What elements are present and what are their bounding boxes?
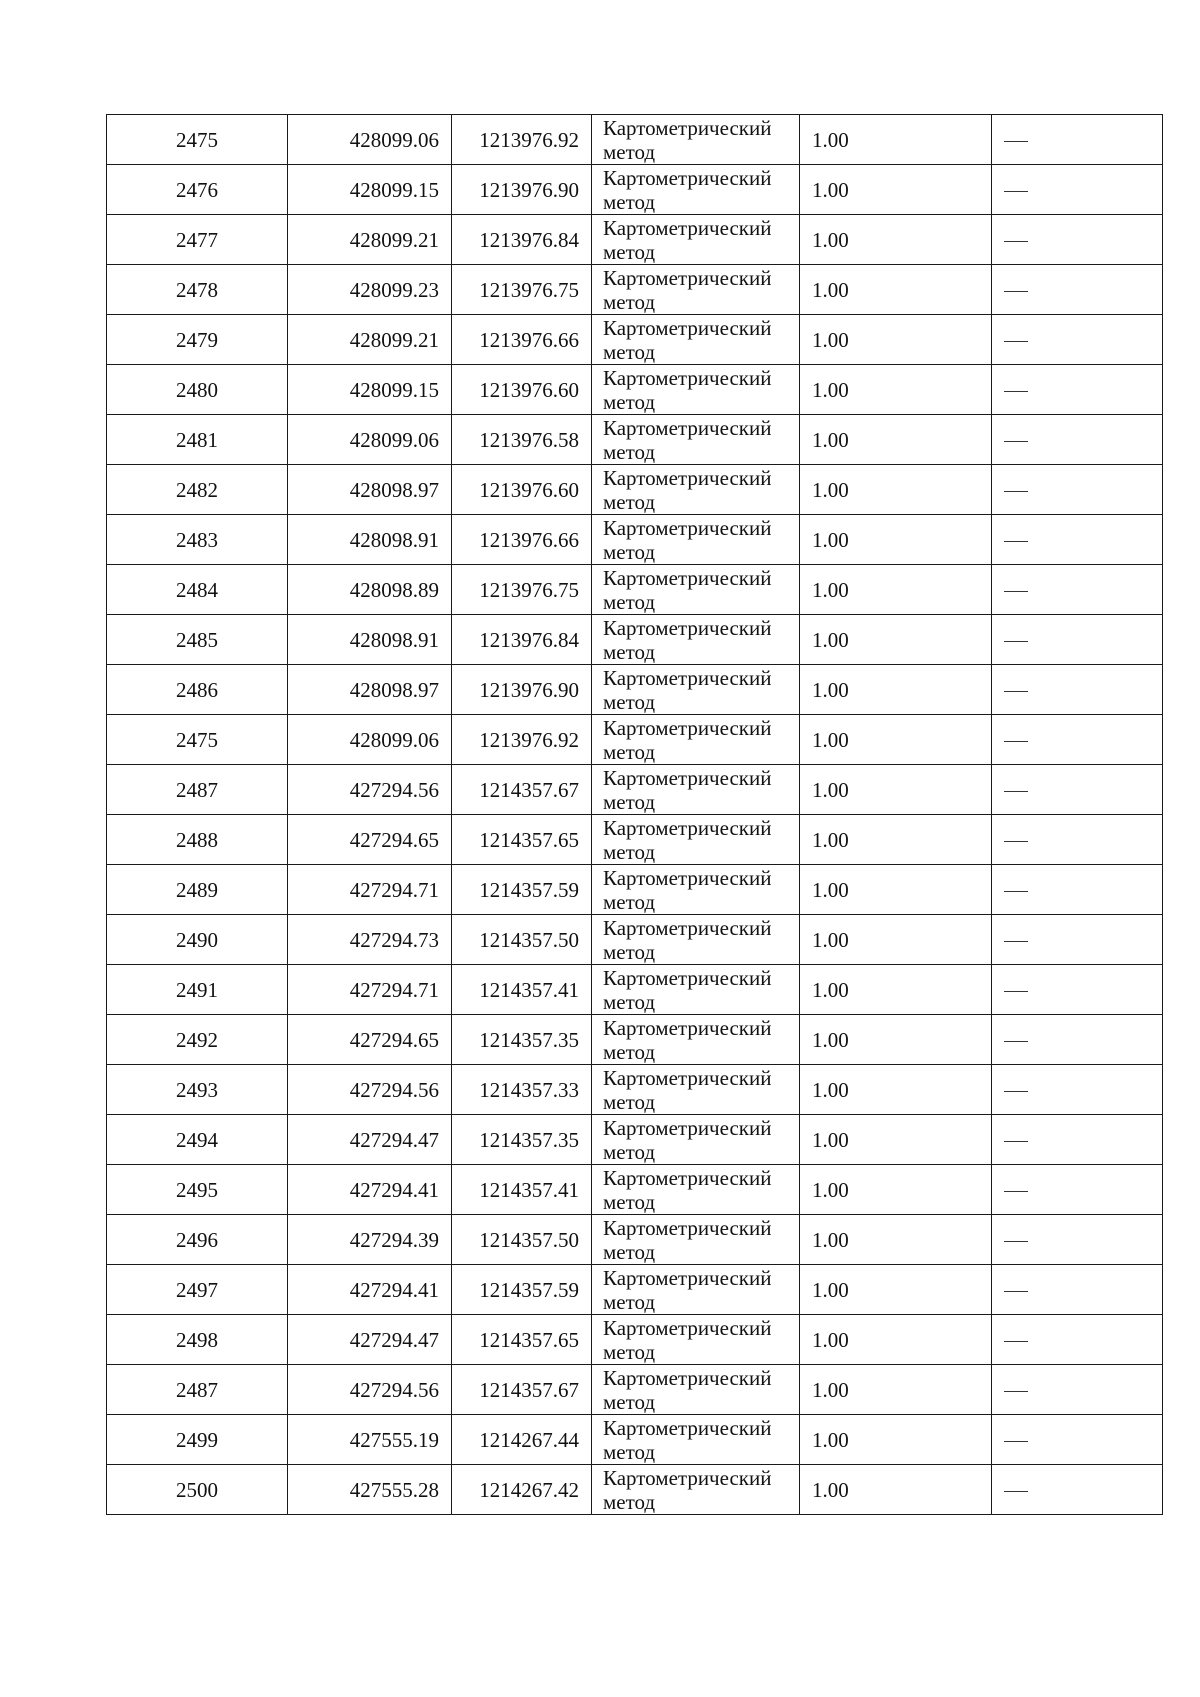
method-cell xyxy=(592,215,800,265)
point-number-cell: 2494 xyxy=(107,1115,288,1165)
method-line-2: метод xyxy=(603,339,656,364)
method-cell xyxy=(592,165,800,215)
method-line-2: метод xyxy=(603,1289,656,1314)
accuracy-cell: 1.00 xyxy=(800,765,992,815)
method-line-2: метод xyxy=(603,1189,656,1214)
point-number-cell: 2486 xyxy=(107,665,288,715)
table-row xyxy=(107,1365,1163,1415)
point-number-cell: 2490 xyxy=(107,915,288,965)
table-row xyxy=(107,1265,1163,1315)
accuracy-cell: 1.00 xyxy=(800,1215,992,1265)
y-coordinate-cell: 1214357.50 xyxy=(452,915,592,965)
x-coordinate-cell: 427294.41 xyxy=(288,1165,452,1215)
accuracy-cell: 1.00 xyxy=(800,1165,992,1215)
method-line-2: метод xyxy=(603,239,656,264)
description-dash xyxy=(1004,1241,1028,1242)
point-number-cell: 2475 xyxy=(107,115,288,165)
method-cell xyxy=(592,1365,800,1415)
accuracy-cell: 1.00 xyxy=(800,915,992,965)
point-number-cell: 2477 xyxy=(107,215,288,265)
x-coordinate-cell: 428099.23 xyxy=(288,265,452,315)
point-number-cell: 2497 xyxy=(107,1265,288,1315)
description-cell xyxy=(992,865,1163,915)
y-coordinate-cell: 1214357.67 xyxy=(452,1365,592,1415)
accuracy-cell: 1.00 xyxy=(800,115,992,165)
description-dash xyxy=(1004,1391,1028,1392)
table-row xyxy=(107,515,1163,565)
description-dash xyxy=(1004,241,1028,242)
method-line-2: метод xyxy=(603,1089,656,1114)
method-line-2: метод xyxy=(603,839,656,864)
description-dash xyxy=(1004,641,1028,642)
y-coordinate-cell: 1213976.92 xyxy=(452,715,592,765)
point-number-cell: 2478 xyxy=(107,265,288,315)
table-row xyxy=(107,965,1163,1015)
method-line-2: метод xyxy=(603,1239,656,1264)
description-cell xyxy=(992,465,1163,515)
table-row xyxy=(107,615,1163,665)
method-cell xyxy=(592,1415,800,1465)
method-cell xyxy=(592,515,800,565)
method-cell xyxy=(592,765,800,815)
accuracy-cell: 1.00 xyxy=(800,965,992,1015)
x-coordinate-cell: 428098.97 xyxy=(288,665,452,715)
description-cell xyxy=(992,665,1163,715)
description-dash xyxy=(1004,291,1028,292)
y-coordinate-cell: 1213976.75 xyxy=(452,265,592,315)
x-coordinate-cell: 428099.06 xyxy=(288,715,452,765)
description-dash xyxy=(1004,1441,1028,1442)
method-line-2: метод xyxy=(603,1039,656,1064)
description-cell xyxy=(992,1265,1163,1315)
description-dash xyxy=(1004,141,1028,142)
point-number-cell: 2481 xyxy=(107,415,288,465)
coordinates-table xyxy=(106,114,1163,1515)
description-dash xyxy=(1004,791,1028,792)
method-line-2: метод xyxy=(603,1389,656,1414)
description-dash xyxy=(1004,541,1028,542)
method-line-2: метод xyxy=(603,1339,656,1364)
table-row xyxy=(107,565,1163,615)
description-dash xyxy=(1004,1341,1028,1342)
description-cell xyxy=(992,1015,1163,1065)
method-cell xyxy=(592,1315,800,1365)
accuracy-cell: 1.00 xyxy=(800,315,992,365)
y-coordinate-cell: 1214357.33 xyxy=(452,1065,592,1115)
method-cell xyxy=(592,365,800,415)
table-row xyxy=(107,865,1163,915)
x-coordinate-cell: 428099.21 xyxy=(288,215,452,265)
method-line-2: метод xyxy=(603,389,656,414)
table-row xyxy=(107,465,1163,515)
x-coordinate-cell: 427555.28 xyxy=(288,1465,452,1515)
point-number-cell: 2489 xyxy=(107,865,288,915)
method-line-1: Картометрический xyxy=(603,665,772,690)
x-coordinate-cell: 427294.39 xyxy=(288,1215,452,1265)
method-line-2: метод xyxy=(603,1439,656,1464)
table-row xyxy=(107,915,1163,965)
description-dash xyxy=(1004,991,1028,992)
table-row xyxy=(107,1165,1163,1215)
description-dash xyxy=(1004,1191,1028,1192)
method-cell xyxy=(592,1265,800,1315)
point-number-cell: 2492 xyxy=(107,1015,288,1065)
point-number-cell: 2493 xyxy=(107,1065,288,1115)
table-row xyxy=(107,1465,1163,1515)
x-coordinate-cell: 428099.15 xyxy=(288,365,452,415)
description-cell xyxy=(992,915,1163,965)
point-number-cell: 2480 xyxy=(107,365,288,415)
point-number-cell: 2483 xyxy=(107,515,288,565)
y-coordinate-cell: 1213976.60 xyxy=(452,365,592,415)
method-cell xyxy=(592,315,800,365)
method-line-1: Картометрический xyxy=(603,1465,772,1490)
method-line-2: метод xyxy=(603,739,656,764)
method-line-2: метод xyxy=(603,289,656,314)
description-dash xyxy=(1004,1091,1028,1092)
method-cell xyxy=(592,915,800,965)
method-line-1: Картометрический xyxy=(603,865,772,890)
accuracy-cell: 1.00 xyxy=(800,1115,992,1165)
accuracy-cell: 1.00 xyxy=(800,165,992,215)
method-line-2: метод xyxy=(603,989,656,1014)
description-dash xyxy=(1004,1141,1028,1142)
description-cell xyxy=(992,1465,1163,1515)
y-coordinate-cell: 1214357.41 xyxy=(452,1165,592,1215)
description-dash xyxy=(1004,591,1028,592)
y-coordinate-cell: 1214357.65 xyxy=(452,815,592,865)
x-coordinate-cell: 427294.41 xyxy=(288,1265,452,1315)
y-coordinate-cell: 1213976.84 xyxy=(452,215,592,265)
method-line-1: Картометрический xyxy=(603,1165,772,1190)
method-cell xyxy=(592,1465,800,1515)
description-cell xyxy=(992,765,1163,815)
accuracy-cell: 1.00 xyxy=(800,815,992,865)
method-line-2: метод xyxy=(603,489,656,514)
accuracy-cell: 1.00 xyxy=(800,1465,992,1515)
y-coordinate-cell: 1213976.90 xyxy=(452,165,592,215)
method-cell xyxy=(592,615,800,665)
table-row xyxy=(107,815,1163,865)
x-coordinate-cell: 428098.91 xyxy=(288,615,452,665)
description-dash xyxy=(1004,691,1028,692)
y-coordinate-cell: 1213976.58 xyxy=(452,415,592,465)
y-coordinate-cell: 1214357.65 xyxy=(452,1315,592,1365)
method-cell xyxy=(592,115,800,165)
point-number-cell: 2487 xyxy=(107,1365,288,1415)
table-row xyxy=(107,1415,1163,1465)
description-dash xyxy=(1004,491,1028,492)
method-line-2: метод xyxy=(603,189,656,214)
table-row xyxy=(107,1015,1163,1065)
method-line-1: Картометрический xyxy=(603,165,772,190)
point-number-cell: 2484 xyxy=(107,565,288,615)
table-row xyxy=(107,315,1163,365)
point-number-cell: 2488 xyxy=(107,815,288,865)
method-line-2: метод xyxy=(603,889,656,914)
accuracy-cell: 1.00 xyxy=(800,715,992,765)
y-coordinate-cell: 1214267.44 xyxy=(452,1415,592,1465)
description-cell xyxy=(992,115,1163,165)
accuracy-cell: 1.00 xyxy=(800,665,992,715)
table-row xyxy=(107,215,1163,265)
accuracy-cell: 1.00 xyxy=(800,615,992,665)
method-line-1: Картометрический xyxy=(603,615,772,640)
description-cell xyxy=(992,965,1163,1015)
accuracy-cell: 1.00 xyxy=(800,1415,992,1465)
description-cell xyxy=(992,1365,1163,1415)
x-coordinate-cell: 427294.47 xyxy=(288,1315,452,1365)
table-row xyxy=(107,765,1163,815)
method-line-1: Картометрический xyxy=(603,215,772,240)
x-coordinate-cell: 428099.06 xyxy=(288,415,452,465)
x-coordinate-cell: 427294.56 xyxy=(288,765,452,815)
method-line-2: метод xyxy=(603,789,656,814)
point-number-cell: 2495 xyxy=(107,1165,288,1215)
x-coordinate-cell: 427294.56 xyxy=(288,1065,452,1115)
accuracy-cell: 1.00 xyxy=(800,515,992,565)
y-coordinate-cell: 1214267.42 xyxy=(452,1465,592,1515)
description-dash xyxy=(1004,841,1028,842)
accuracy-cell: 1.00 xyxy=(800,565,992,615)
table-row xyxy=(107,365,1163,415)
x-coordinate-cell: 427294.65 xyxy=(288,815,452,865)
y-coordinate-cell: 1213976.60 xyxy=(452,465,592,515)
description-dash xyxy=(1004,741,1028,742)
method-line-2: метод xyxy=(603,639,656,664)
table-row xyxy=(107,115,1163,165)
y-coordinate-cell: 1214357.59 xyxy=(452,865,592,915)
x-coordinate-cell: 428098.97 xyxy=(288,465,452,515)
point-number-cell: 2485 xyxy=(107,615,288,665)
method-line-1: Картометрический xyxy=(603,365,772,390)
method-line-2: метод xyxy=(603,939,656,964)
method-line-1: Картометрический xyxy=(603,965,772,990)
point-number-cell: 2475 xyxy=(107,715,288,765)
table-row xyxy=(107,415,1163,465)
method-line-1: Картометрический xyxy=(603,1365,772,1390)
x-coordinate-cell: 428099.15 xyxy=(288,165,452,215)
y-coordinate-cell: 1213976.90 xyxy=(452,665,592,715)
x-coordinate-cell: 427294.71 xyxy=(288,965,452,1015)
accuracy-cell: 1.00 xyxy=(800,215,992,265)
description-cell xyxy=(992,565,1163,615)
method-line-1: Картометрический xyxy=(603,515,772,540)
y-coordinate-cell: 1213976.66 xyxy=(452,315,592,365)
table-row xyxy=(107,1215,1163,1265)
method-line-1: Картометрический xyxy=(603,815,772,840)
method-cell xyxy=(592,1115,800,1165)
method-line-2: метод xyxy=(603,1139,656,1164)
method-line-1: Картометрический xyxy=(603,1065,772,1090)
table-row xyxy=(107,665,1163,715)
x-coordinate-cell: 427294.65 xyxy=(288,1015,452,1065)
method-cell xyxy=(592,715,800,765)
y-coordinate-cell: 1214357.35 xyxy=(452,1115,592,1165)
description-cell xyxy=(992,515,1163,565)
accuracy-cell: 1.00 xyxy=(800,365,992,415)
method-line-2: метод xyxy=(603,589,656,614)
y-coordinate-cell: 1213976.66 xyxy=(452,515,592,565)
point-number-cell: 2499 xyxy=(107,1415,288,1465)
x-coordinate-cell: 428099.21 xyxy=(288,315,452,365)
method-cell xyxy=(592,1165,800,1215)
description-cell xyxy=(992,315,1163,365)
description-dash xyxy=(1004,391,1028,392)
method-line-1: Картометрический xyxy=(603,465,772,490)
method-line-1: Картометрический xyxy=(603,1265,772,1290)
description-dash xyxy=(1004,941,1028,942)
method-cell xyxy=(592,265,800,315)
x-coordinate-cell: 427294.47 xyxy=(288,1115,452,1165)
method-line-1: Картометрический xyxy=(603,115,772,140)
method-line-2: метод xyxy=(603,1489,656,1514)
description-cell xyxy=(992,165,1163,215)
description-dash xyxy=(1004,191,1028,192)
method-cell xyxy=(592,815,800,865)
description-cell xyxy=(992,615,1163,665)
method-cell xyxy=(592,1215,800,1265)
method-line-1: Картометрический xyxy=(603,715,772,740)
x-coordinate-cell: 427294.56 xyxy=(288,1365,452,1415)
description-cell xyxy=(992,815,1163,865)
description-dash xyxy=(1004,341,1028,342)
description-dash xyxy=(1004,441,1028,442)
y-coordinate-cell: 1214357.67 xyxy=(452,765,592,815)
description-cell xyxy=(992,1315,1163,1365)
method-cell xyxy=(592,1015,800,1065)
table-row xyxy=(107,715,1163,765)
accuracy-cell: 1.00 xyxy=(800,265,992,315)
y-coordinate-cell: 1214357.41 xyxy=(452,965,592,1015)
description-dash xyxy=(1004,1291,1028,1292)
method-line-1: Картометрический xyxy=(603,1115,772,1140)
accuracy-cell: 1.00 xyxy=(800,1315,992,1365)
description-cell xyxy=(992,715,1163,765)
method-line-2: метод xyxy=(603,689,656,714)
point-number-cell: 2487 xyxy=(107,765,288,815)
y-coordinate-cell: 1213976.84 xyxy=(452,615,592,665)
y-coordinate-cell: 1214357.35 xyxy=(452,1015,592,1065)
method-cell xyxy=(592,565,800,615)
method-line-1: Картометрический xyxy=(603,915,772,940)
y-coordinate-cell: 1213976.75 xyxy=(452,565,592,615)
method-line-1: Картометрический xyxy=(603,315,772,340)
description-cell xyxy=(992,1415,1163,1465)
x-coordinate-cell: 427294.71 xyxy=(288,865,452,915)
method-cell xyxy=(592,1065,800,1115)
y-coordinate-cell: 1213976.92 xyxy=(452,115,592,165)
x-coordinate-cell: 428098.91 xyxy=(288,515,452,565)
description-cell xyxy=(992,415,1163,465)
point-number-cell: 2498 xyxy=(107,1315,288,1365)
method-line-1: Картометрический xyxy=(603,415,772,440)
description-cell xyxy=(992,1115,1163,1165)
point-number-cell: 2476 xyxy=(107,165,288,215)
description-dash xyxy=(1004,1041,1028,1042)
description-cell xyxy=(992,1165,1163,1215)
table-row xyxy=(107,165,1163,215)
point-number-cell: 2479 xyxy=(107,315,288,365)
description-cell xyxy=(992,1215,1163,1265)
method-line-1: Картометрический xyxy=(603,765,772,790)
method-line-1: Картометрический xyxy=(603,1415,772,1440)
y-coordinate-cell: 1214357.59 xyxy=(452,1265,592,1315)
point-number-cell: 2496 xyxy=(107,1215,288,1265)
table-row xyxy=(107,1115,1163,1165)
method-cell xyxy=(592,965,800,1015)
x-coordinate-cell: 428098.89 xyxy=(288,565,452,615)
description-dash xyxy=(1004,891,1028,892)
x-coordinate-cell: 427555.19 xyxy=(288,1415,452,1465)
description-cell xyxy=(992,1065,1163,1115)
accuracy-cell: 1.00 xyxy=(800,1065,992,1115)
method-line-1: Картометрический xyxy=(603,1315,772,1340)
method-line-1: Картометрический xyxy=(603,1215,772,1240)
accuracy-cell: 1.00 xyxy=(800,1015,992,1065)
x-coordinate-cell: 427294.73 xyxy=(288,915,452,965)
point-number-cell: 2482 xyxy=(107,465,288,515)
table-row xyxy=(107,1065,1163,1115)
method-line-2: метод xyxy=(603,539,656,564)
point-number-cell: 2491 xyxy=(107,965,288,1015)
method-line-2: метод xyxy=(603,439,656,464)
description-dash xyxy=(1004,1491,1028,1492)
accuracy-cell: 1.00 xyxy=(800,1365,992,1415)
description-cell xyxy=(992,265,1163,315)
accuracy-cell: 1.00 xyxy=(800,865,992,915)
method-cell xyxy=(592,665,800,715)
method-cell xyxy=(592,465,800,515)
table-row xyxy=(107,1315,1163,1365)
description-cell xyxy=(992,365,1163,415)
method-line-2: метод xyxy=(603,139,656,164)
accuracy-cell: 1.00 xyxy=(800,415,992,465)
method-cell xyxy=(592,415,800,465)
table-row xyxy=(107,265,1163,315)
method-line-1: Картометрический xyxy=(603,565,772,590)
y-coordinate-cell: 1214357.50 xyxy=(452,1215,592,1265)
point-number-cell: 2500 xyxy=(107,1465,288,1515)
method-cell xyxy=(592,865,800,915)
table-body xyxy=(107,115,1163,1515)
method-line-1: Картометрический xyxy=(603,1015,772,1040)
method-line-1: Картометрический xyxy=(603,265,772,290)
accuracy-cell: 1.00 xyxy=(800,465,992,515)
accuracy-cell: 1.00 xyxy=(800,1265,992,1315)
x-coordinate-cell: 428099.06 xyxy=(288,115,452,165)
description-cell xyxy=(992,215,1163,265)
